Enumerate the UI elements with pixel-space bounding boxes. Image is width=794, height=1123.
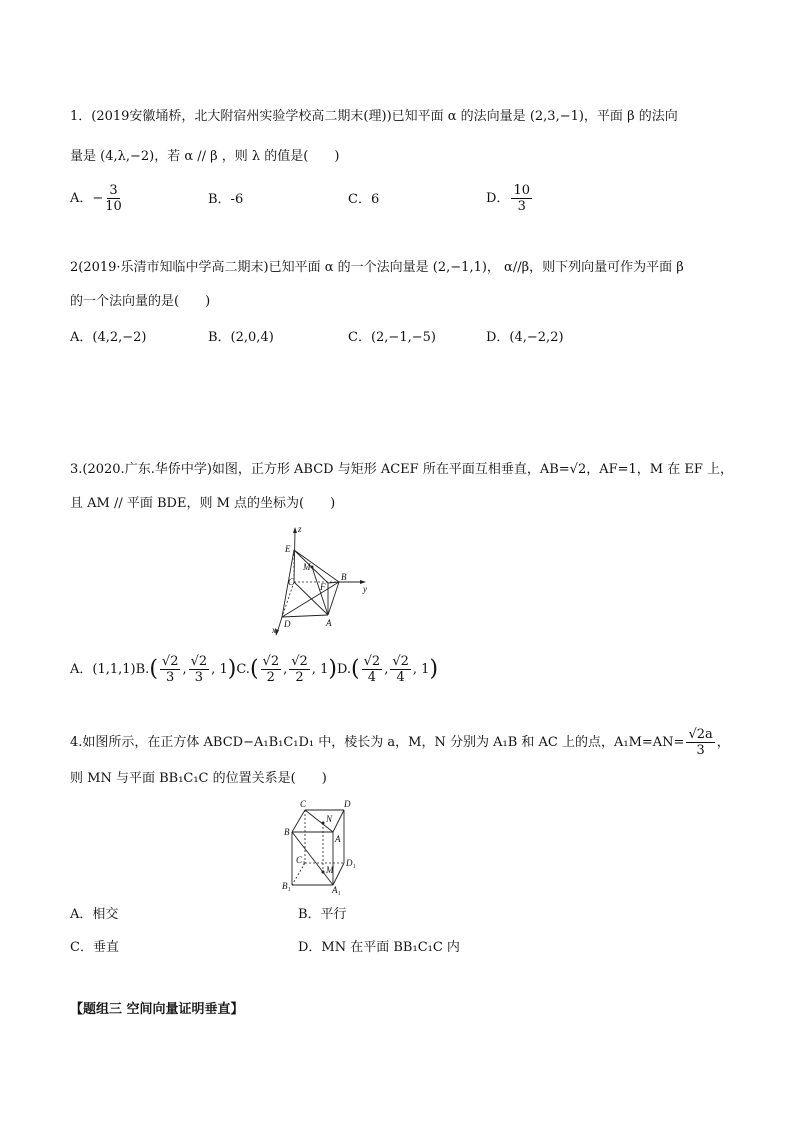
point-label-b: B [341, 572, 347, 582]
numerator: √2 [161, 654, 179, 669]
q1-option-b: B．-6 [208, 192, 244, 207]
q2-option-d: D．(4,−2,2) [486, 330, 564, 345]
point-label-a: A [326, 618, 332, 628]
numerator: √2 [291, 654, 308, 669]
q4-option-b: B．平行 [298, 907, 347, 922]
q3-option-d-label: D. [336, 662, 352, 677]
numerator: √2 [262, 654, 280, 669]
q3-stem-line2: 且 AM // 平面 BDE，则 M 点的坐标为( ) [70, 496, 336, 511]
denominator: 4 [396, 670, 405, 685]
numerator: √2a [688, 727, 713, 742]
point-label-m: M [326, 865, 334, 875]
point-label-n: N [326, 814, 333, 824]
q3-options: A．(1,1,1)B.( $\frac{√2}{3}$ , $\frac{√2}{3}$ , 1)C.( $\frac{√2}{2}$ , $\frac{√2}{2}$ , 1)D.( $\frac{√2}{4}$ , $\frac{√2}{4}$ , 1) [70, 654, 439, 685]
q3-option-b-label: B. [135, 662, 150, 677]
q1-option-a-label: A．− [70, 191, 104, 206]
vertex-label-d: D [344, 799, 351, 809]
vertex-label-b: B [284, 827, 290, 837]
q4-stem-text: 4.如图所示，在正方体 ABCD−A₁B₁C₁D₁ 中，棱长为 a，M，N 分别为 A₁B 和 AC 上的点，A₁M=AN= [70, 735, 685, 750]
vertex-label-d1: D₁ [346, 858, 356, 868]
denominator: 3 [696, 743, 705, 758]
q2-stem-line1: 2(2019·乐清市知临中学高二期末)已知平面 α 的一个法向量是 (2,−1,1)， α//β，则下列向量可作为平面 β [70, 260, 684, 275]
q2-option-c: C．(2,−1,−5) [348, 330, 436, 345]
punctuation: ， [716, 735, 730, 750]
axis-label-z: z [298, 524, 302, 534]
q1-option-c: C．6 [348, 192, 380, 207]
point-label-f: F [320, 582, 326, 592]
denominator: 2 [295, 670, 304, 685]
section-heading: 【题组三 空间向量证明垂直】 [70, 1002, 244, 1017]
q4-option-a: A．相交 [70, 907, 119, 922]
vertex-label-c: C [300, 799, 307, 809]
point-label-e: E [285, 544, 291, 554]
q1-stem-line1: 1．(2019安徽埇桥，北大附宿州实验学校高二期末(理))已知平面 α 的法向量是 (2,3,−1)，平面 β 的法向 [70, 109, 678, 124]
vertex-label-b1: B₁ [282, 881, 291, 891]
z-value: 1 [320, 662, 329, 677]
q2-option-a: A．(4,2,−2) [70, 330, 147, 345]
denominator: 3 [166, 670, 175, 685]
denominator: 3 [517, 199, 526, 214]
q1-option-d-label: D． [486, 191, 510, 206]
q1-stem-line2: 量是 (4,λ,−2)，若 α // β ，则 λ 的值是( ) [70, 149, 340, 164]
q2-option-b: B．(2,0,4) [208, 330, 274, 345]
vertex-label-a1: A₁ [332, 885, 341, 895]
q3-stem-line1: 3.(2020.广东.华侨中学)如图，正方形 ABCD 与矩形 ACEF 所在平面互相垂直，AB=√2，AF=1，M 在 EF 上， [70, 462, 734, 477]
q2-stem-line2: 的一个法向量的是( ) [70, 294, 211, 309]
vertex-label-c1: C₁ [296, 855, 306, 865]
numerator: √2 [190, 654, 208, 669]
numerator: √2 [392, 654, 409, 669]
q4-option-d: D．MN 在平面 BB₁C₁C 内 [298, 940, 460, 955]
denominator: 2 [266, 670, 275, 685]
denominator: 10 [105, 199, 122, 214]
denominator: 4 [367, 670, 377, 685]
numerator: √2 [363, 654, 381, 669]
point-label-d: D [284, 619, 291, 629]
vertex-label-a: A [335, 834, 341, 844]
q3-option-a: A．(1,1,1) [70, 662, 136, 677]
axis-label-y: y [363, 584, 367, 594]
numerator: 3 [109, 183, 118, 198]
axis-label-x: x [272, 625, 276, 635]
q4-stem-line2: 则 MN 与平面 BB₁C₁C 的位置关系是( ) [70, 771, 327, 786]
denominator: 3 [194, 670, 204, 685]
z-value: 1 [219, 662, 228, 677]
point-label-c: C [288, 577, 295, 587]
q4-option-c: C．垂直 [70, 940, 119, 955]
point-label-m: M [303, 562, 311, 572]
q3-option-c-label: C. [236, 662, 250, 677]
z-value: 1 [421, 662, 430, 677]
numerator: 10 [513, 183, 530, 198]
